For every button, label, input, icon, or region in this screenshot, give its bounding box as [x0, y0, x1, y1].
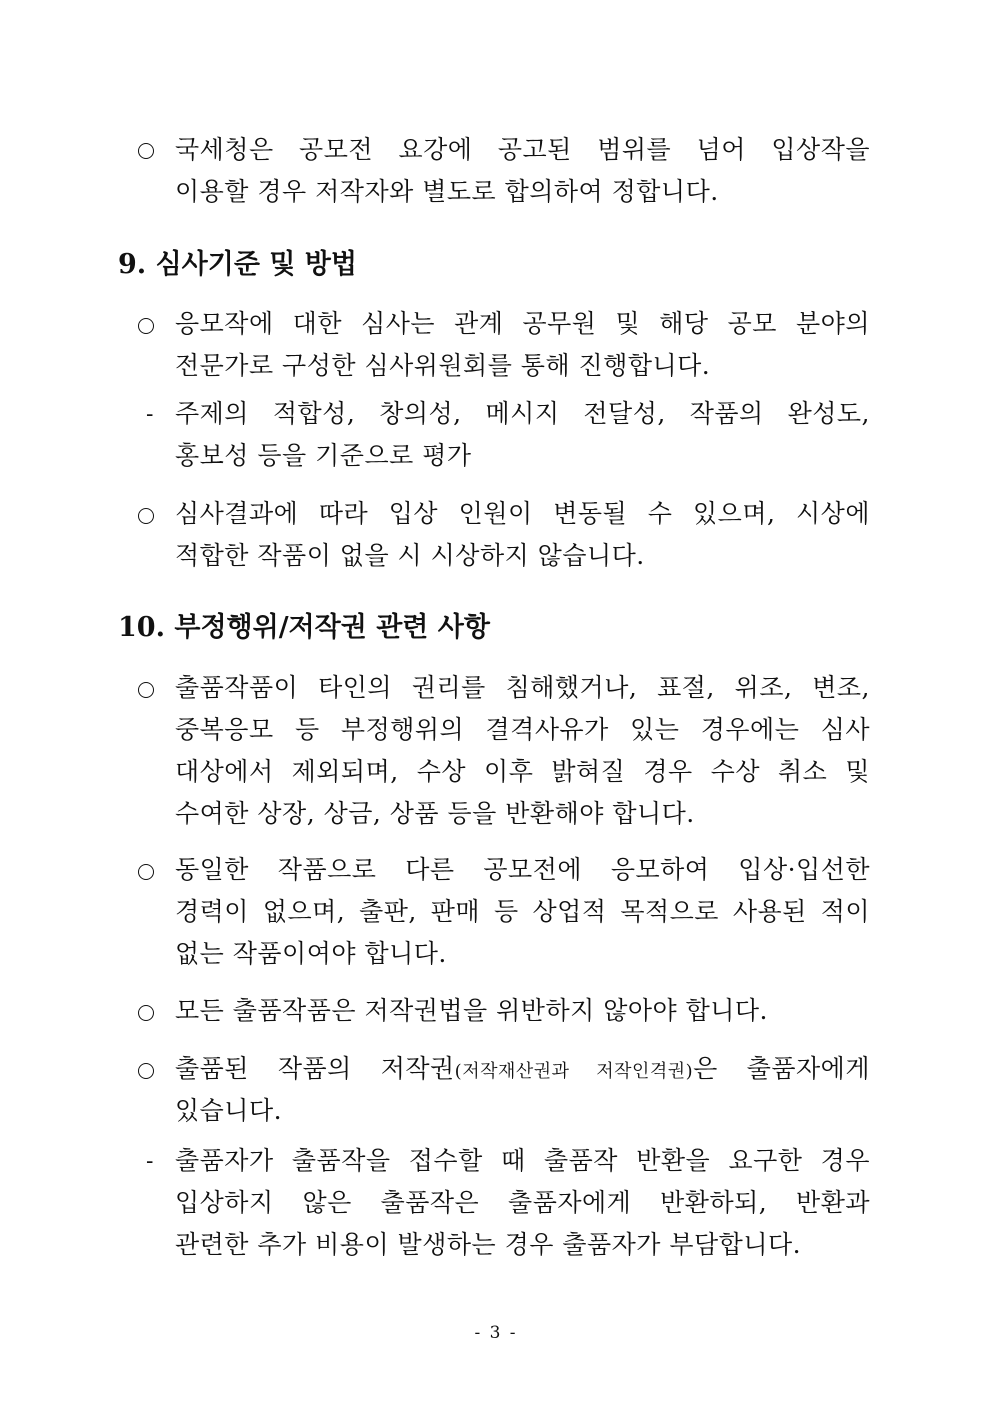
circle-bullet — [138, 1063, 154, 1079]
paragraph-line: 경력이 없으며, 출판, 판매 등 상업적 목적으로 사용된 적이 — [175, 897, 870, 926]
circle-bullet — [138, 864, 154, 880]
paragraph-line: 출품자가 출품작을 접수할 때 출품작 반환을 요구한 경우 — [175, 1146, 870, 1175]
paragraph-line: 있습니다. — [175, 1096, 283, 1125]
circle-bullet — [138, 318, 154, 334]
paragraph-line: 이용할 경우 저작자와 별도로 합의하여 정합니다. — [175, 177, 719, 206]
line-text: 출품된 작품의 저작권 — [175, 1054, 455, 1083]
paragraph-line: 출품작품이 타인의 권리를 침해했거나, 표절, 위조, 변조, — [175, 673, 870, 702]
line-text: 은 출품자에게 — [693, 1054, 870, 1083]
paragraph-line — [175, 1052, 870, 1089]
paragraph-line: 적합한 작품이 없을 시 시상하지 않습니다. — [175, 541, 645, 570]
circle-bullet — [138, 682, 154, 698]
paragraph-line: 없는 작품이여야 합니다. — [175, 939, 447, 968]
circle-bullet — [138, 143, 154, 159]
line-small-text: (저작재산권과 저작인격권) — [454, 1061, 694, 1082]
paragraph-line: 주제의 적합성, 창의성, 메시지 전달성, 작품의 완성도, — [175, 399, 870, 428]
dash-bullet: - — [146, 402, 154, 427]
paragraph-line: 대상에서 제외되며, 수상 이후 밝혀질 경우 수상 취소 및 — [175, 757, 870, 786]
paragraph-line: 국세청은 공모전 요강에 공고된 범위를 넘어 입상작을 — [175, 135, 870, 164]
paragraph-line: 중복응모 등 부정행위의 결격사유가 있는 경우에는 심사 — [175, 715, 870, 744]
page-number: - 3 - — [474, 1323, 518, 1343]
circle-bullet — [138, 1005, 154, 1021]
section-heading: 10. 부정행위/저작권 관련 사항 — [118, 612, 490, 643]
paragraph-line: 모든 출품작품은 저작권법을 위반하지 않아야 합니다. — [175, 996, 768, 1025]
circle-bullet — [138, 508, 154, 524]
paragraph-line: 심사결과에 따라 입상 인원이 변동될 수 있으며, 시상에 — [175, 499, 870, 528]
paragraph-line: 입상하지 않은 출품작은 출품자에게 반환하되, 반환과 — [175, 1188, 870, 1217]
dash-bullet: - — [146, 1149, 154, 1174]
paragraph-line: 홍보성 등을 기준으로 평가 — [175, 441, 472, 470]
paragraph-line: 응모작에 대한 심사는 관계 공무원 및 해당 공모 분야의 — [175, 309, 870, 338]
paragraph-line: 전문가로 구성한 심사위원회를 통해 진행합니다. — [175, 351, 711, 380]
paragraph-line: 수여한 상장, 상금, 상품 등을 반환해야 합니다. — [175, 799, 695, 828]
section-heading: 9. 심사기준 및 방법 — [118, 249, 357, 280]
paragraph-line: 관련한 추가 비용이 발생하는 경우 출품자가 부담합니다. — [175, 1230, 802, 1259]
paragraph-line: 동일한 작품으로 다른 공모전에 응모하여 입상·입선한 — [175, 855, 870, 884]
